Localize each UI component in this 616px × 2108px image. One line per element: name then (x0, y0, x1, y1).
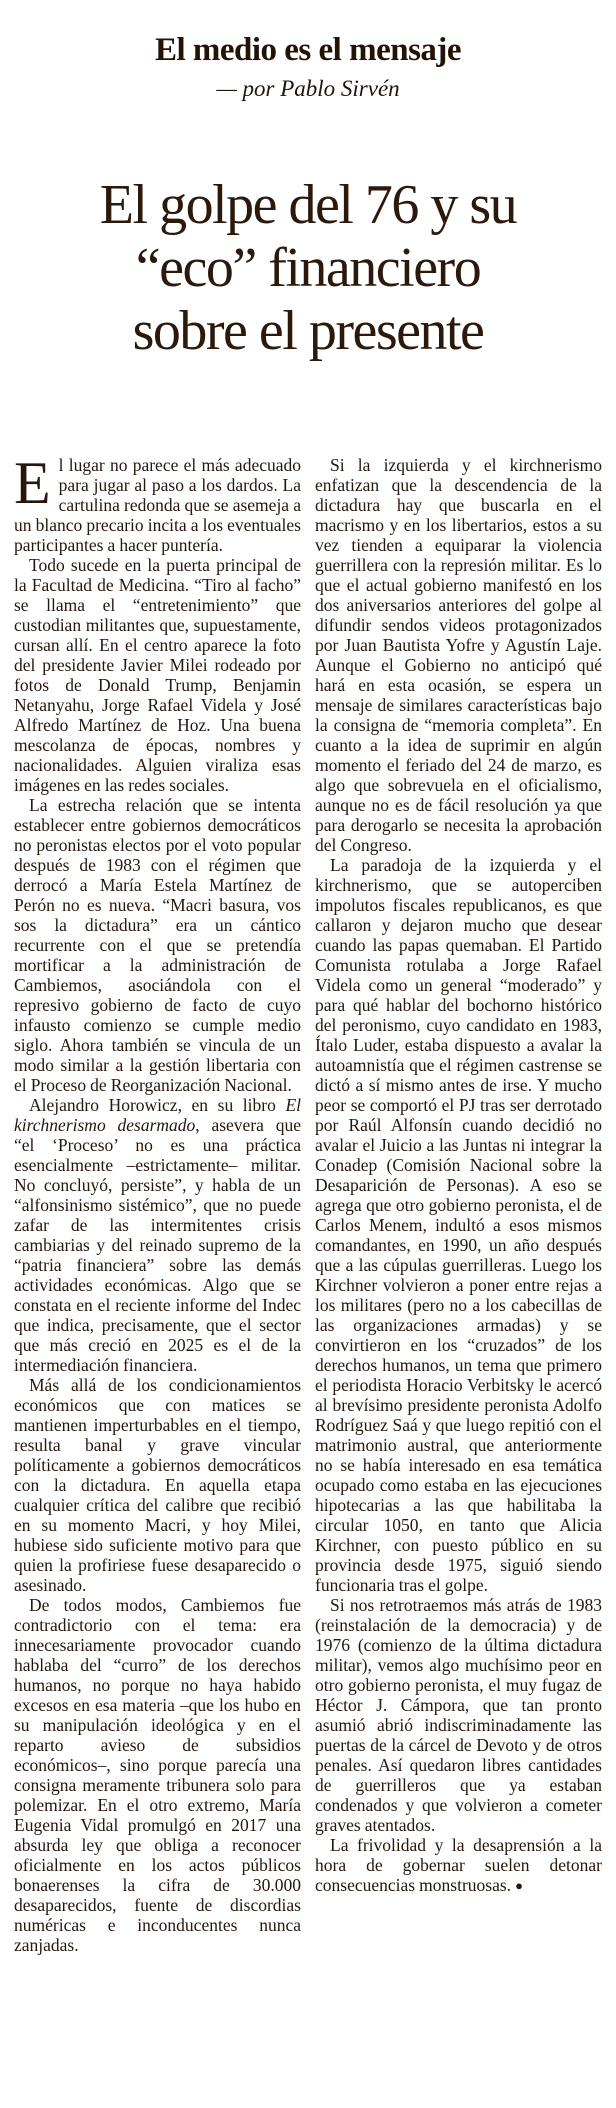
byline: — por Pablo Sirvén (216, 76, 400, 101)
drop-cap: E (14, 450, 51, 516)
paragraph: Si la izquierda y el kirchnerismo enfatizan que la descendencia de la dictadura hay que buscarla en el macrismo y en los libertarios, estos a su vez tienden a equiparar la violencia guerrillera con la represión militar. Es lo que el actual gobierno manifestó en los dos aniversarios anteriores del golpe al difundir sendos videos protagonizados por Juan Bautista Yofre y Agustín Laje. Aunque el Gobierno no anticipó qué hará en esta ocasión, se espera un mensaje de similares características bajo la consigna de “memoria completa”. En cuanto a la idea de suprimir en algún momento el feriado del 24 de marzo, es algo que sobrevuela en el oficialismo, aunque no es de fácil resolución ya que para derogarlo se necesita la aprobación del Congreso. (315, 455, 602, 855)
paragraph: Si nos retrotraemos más atrás de 1983 (reinstalación de la democracia) y de 1976 (comienzo de la última dictadura militar), vemos algo muchísimo peor en otro gobierno peronista, el muy fugaz de Héctor J. Cámpora, que tan pronto asumió abrió indiscriminadamente las puertas de la cárcel de Devoto y de otros penales. Así quedaron libres cantidades de guerrilleros que ya estaban condenados y que volvieron a cometer graves atentados. (315, 1595, 602, 1835)
paragraph-text: Alejandro Horowicz, en su libro (29, 1095, 286, 1115)
kicker: El medio es el mensaje (154, 32, 462, 68)
paragraph: Más allá de los condicionamientos económicos que con matices se mantienen imperturbables en el tiempo, resulta banal y grave vincular políticamente a gobiernos democráticos con la dictadura. En aquella etapa cualquier crítica del calibre que recibió en su momento Macri, y hoy Milei, hubiese sido suficiente motivo para que quien la profiriese fuese desaparecido o asesinado. (14, 1375, 301, 1595)
paragraph-text: La frivolidad y la desaprensión a la hora de gobernar suelen detonar consecuencias monstruosas. (315, 1835, 602, 1895)
headline-line-2: “eco” financiero (135, 237, 481, 299)
left-column (14, 450, 301, 1955)
paragraph: De todos modos, Cambiemos fue contradictorio con el tema: era innecesariamente provocador cuando hablaba del “curro” de los derechos humanos, no porque no haya habido excesos en esa materia –que los hubo en su manipulación ideológica y en el reparto avieso de subsidios económicos–, sino porque parecía una consigna meramente tribunera solo para polemizar. En el otro extremo, María Eugenia Vidal promulgó en 2017 una absurda ley que obliga a reconocer oficialmente en los actos públicos bonaerenses la cifra de 30.000 desaparecidos, fuente de discordias numéricas e inconducentes nunca zanjadas. (14, 1595, 301, 1955)
end-mark: ● (515, 1878, 523, 1893)
headline-line-3: sobre el presente (132, 300, 484, 362)
paragraph (14, 1095, 301, 1375)
article-header (14, 32, 602, 102)
book-title: El kirchnerismo desarmado (14, 1095, 301, 1135)
paragraph-closing (315, 1835, 602, 1896)
paragraph-text: , asevera que “el ‘Proceso’ no es una práctica esencialmente –estrictamente– militar. No concluyó, persiste”, y habla de un “alfonsinismo sistémico”, que no puede zafar de las intermitentes crisis cambiarias y del reinado supremo de la “patria financiera” sobre las demás actividades económicas. Algo que se constata en el reciente informe del Indec que indica, precisamente, que el sector que más creció en 2025 es el de la intermediación financiera. (14, 1115, 301, 1375)
paragraph: La paradoja de la izquierda y el kirchnerismo, que se autoperciben impolutos fiscales republicanos, es que callaron y dejaron mucho que desear cuando las papas quemaban. El Partido Comunista rotulaba a Jorge Rafael Videla como un general “moderado” y para qué hablar del bochorno histórico del peronismo, cuyo candidato en 1983, Ítalo Luder, estaba dispuesto a avalar la autoamnistía que el régimen castrense se dictó a sí mismo antes de irse. Y mucho peor se comportó el PJ tras ser derrotado por Raúl Alfonsín cuando decidió no avalar el Juicio a las Juntas ni integrar la Conadep (Comisión Nacional sobre la Desaparición de Personas). A eso se agrega que otro gobierno peronista, el de Carlos Menem, indultó a esos mismos comandantes, en 1990, un año después que a las cúpulas guerrilleras. Luego los Kirchner volvieron a poner entre rejas a los militares (pero no a los cabecillas de las organizaciones armadas) y se convirtieron en los “cruzados” de los derechos humanos, un tema que primero el periodista Horacio Verbitsky le acercó al brevísimo presidente peronista Adolfo Rodríguez Saá y que luego repitió con el matrimonio austral, que anteriormente no se había interesado en esa temática ocupado como estaba en las ejecuciones hipotecarias a las que habilitaba la circular 1050, en tanto que Alicia Kirchner, con puesto público en su provincia desde 1975, siguió siendo funcionaria tras el golpe. (315, 855, 602, 1595)
right-column (315, 455, 602, 1955)
paragraph: La estrecha relación que se intenta establecer entre gobiernos democráticos no peronistas electos por el voto popular después de 1983 con el régimen que derrocó a María Estela Martínez de Perón no es nueva. “Macri basura, vos sos la dictadura” era un cántico recurrente con el que se pretendía mortificar a la administración de Cambiemos, asociándola con el represivo gobierno de facto de cuyo infausto comienzo se cumple medio siglo. Ahora también se vincula de un modo similar a la gestión libertaria con el Proceso de Reorganización Nacional. (14, 795, 301, 1095)
headline-line-1: El golpe del 76 y su (99, 174, 517, 236)
article-body (14, 450, 602, 1955)
paragraph-lead-text: l lugar no parece el más adecuado para jugar al paso a los dardos. La cartulina redonda que se asemeja a un blanco precario incita a los eventuales participantes a hacer puntería. (14, 455, 301, 555)
headline (14, 174, 602, 363)
paragraph: Todo sucede en la puerta principal de la Facultad de Medicina. “Tiro al facho” se llama el “entretenimiento” que custodian militantes que, supuestamente, cursan allí. En el centro aparece la foto del presidente Javier Milei rodeado por fotos de Donald Trump, Benjamin Netanyahu, Jorge Rafael Videla y José Alfredo Martínez de Hoz. Una buena mescolanza de épocas, nombres y nacionalidades. Alguien viraliza esas imágenes en las redes sociales. (14, 555, 301, 795)
paragraph-lead (14, 450, 301, 555)
